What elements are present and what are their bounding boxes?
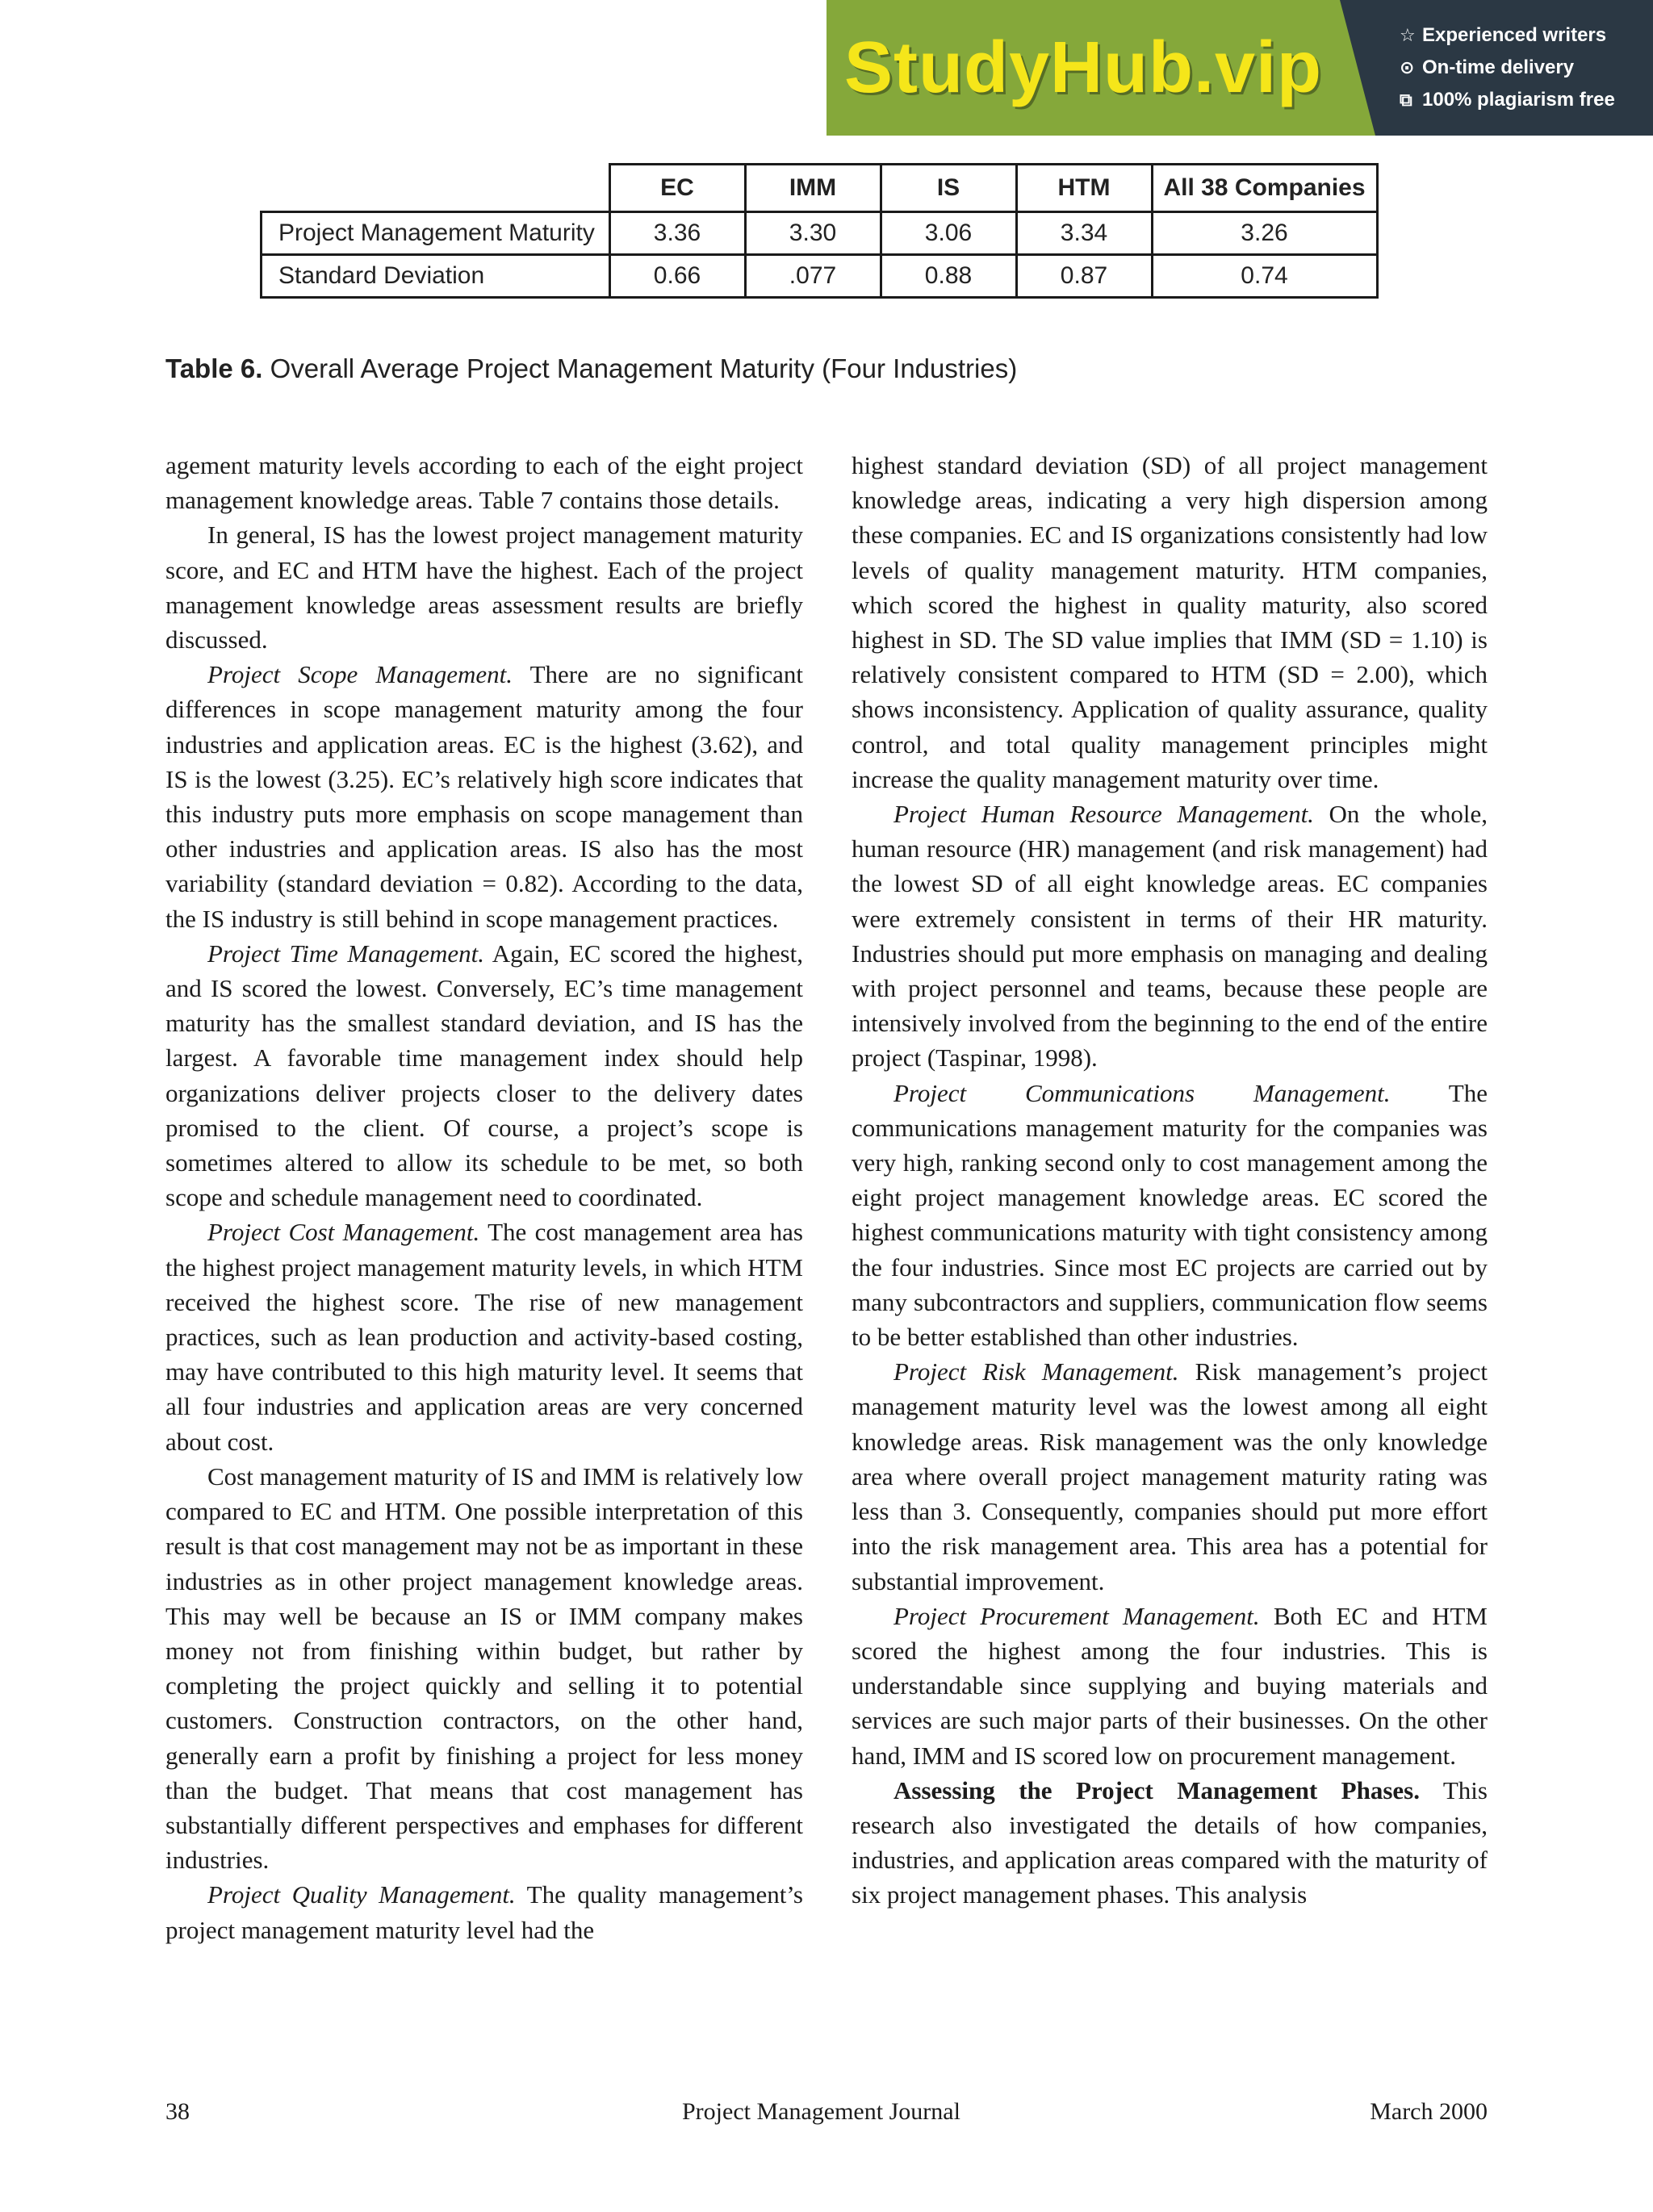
table-cell: 0.87 [1016, 255, 1152, 298]
brand-logo[interactable]: StudyHub.vip [844, 27, 1322, 108]
body-paragraph [165, 657, 803, 936]
paragraph-text: On the whole, human resource (HR) management (and risk management) had the lowest SD of all eight knowledge areas. EC companies were extremely consistent in terms of their HR maturity. Industries should put more emphasis on managing and dealing with project personnel and teams, because these people are intensively involved from the beginning to the end of the entire project (Taspinar, 1998). [852, 800, 1488, 1073]
feature-item [1400, 52, 1653, 84]
body-paragraph [852, 448, 1488, 797]
journal-name: Project Management Journal [682, 2098, 960, 2125]
body-paragraph [165, 1877, 803, 1946]
section-lead-heading: Project Quality Management. [207, 1880, 516, 1909]
body-paragraph [852, 1076, 1488, 1355]
paragraph-text: highest standard deviation (SD) of all project management knowledge areas, indicating a very high dispersion among these companies. EC and IS organizations consistently had low levels of quality management maturity. HTM companies, which scored the highest in quality maturity, also scored highest in SD. The SD value implies that IMM (SD = 1.10) is relatively consistent compared to HTM (SD = 2.00), which shows inconsistency. Application of quality assurance, quality control, and total quality management principles might increase the quality management maturity over time. [852, 451, 1488, 793]
column-header: HTM [1016, 165, 1152, 212]
row-label: Project Management Maturity [262, 212, 610, 255]
issue-date: March 2000 [1370, 2098, 1488, 2125]
page-number: 38 [165, 2098, 190, 2125]
body-paragraph [165, 1215, 803, 1458]
body-paragraph [852, 1599, 1488, 1773]
paragraph-text: Risk management’s project management maturity level was the lowest among all eight knowledge areas. Risk management was the only knowledge area where overall project management maturity rating was less than 3. Consequently, companies should put more effort into the risk management area. This area has a potential for substantial improvement. [852, 1357, 1488, 1595]
paragraph-text: There are no significant differences in scope management maturity among the four industries and application areas. EC is the highest (3.62), and IS is the lowest (3.25). EC’s relatively high score indicates that this industry puts more emphasis on scope management than other industries and application areas. IS also has the most variability (standard deviation = 0.82). According to the data, the IS industry is still behind in scope management practices. [165, 660, 803, 933]
section-lead-heading: Project Communications Management. [893, 1078, 1391, 1107]
maturity-table-container [260, 163, 1379, 299]
table-cell: 3.26 [1152, 212, 1377, 255]
column-header: All 38 Companies [1152, 165, 1377, 212]
section-lead-heading: Project Risk Management. [893, 1357, 1179, 1386]
body-paragraph [852, 1773, 1488, 1913]
maturity-table [260, 163, 1379, 299]
body-paragraph [165, 448, 803, 517]
paragraph-text: Again, EC scored the highest, and IS scored the lowest. Conversely, EC’s time management maturity has the smallest standard deviation, and IS has the largest. A favorable time management index should help organizations deliver projects closer to the delivery dates promised to the client. Of course, a project’s scope is sometimes altered to allow its schedule to be met, so both scope and schedule management need to coordinated. [165, 939, 803, 1212]
body-paragraph [165, 517, 803, 657]
paragraph-text: The communications management maturity for the companies was very high, ranking second only to cost management among the eight project management knowledge areas. EC scored the highest communications maturity with tight consistency among the four industries. Since most EC projects are carried out by many subcontractors and suppliers, communication flow seems to be better established than other industries. [852, 1078, 1488, 1352]
section-lead-heading: Project Procurement Management. [893, 1601, 1260, 1630]
column-header: EC [609, 165, 745, 212]
feature-label: On-time delivery [1422, 56, 1575, 78]
paragraph-text: Cost management maturity of IS and IMM is relatively low compared to EC and HTM. One possible interpretation of this result is that cost management may not be as important in these industries as in other project management knowledge areas. This may well be because an IS or IMM company makes money not from finishing within budget, but rather by completing the project quickly and selling it to potential customers. Construction contractors, on the other hand, generally earn a profit by finishing a project for less money than the budget. That means that cost management has substantially different perspectives and emphases for different industries. [165, 1461, 803, 1875]
feature-item [1400, 84, 1653, 116]
table-header-row [262, 165, 1378, 212]
body-paragraph [852, 797, 1488, 1076]
paragraph-text: agement maturity levels according to each of the eight project management knowledge areas. Table 7 contains those details. [165, 451, 803, 515]
body-paragraph [165, 1459, 803, 1877]
paragraph-text: The quality management’s project management maturity level had the [165, 1880, 803, 1944]
table-cell: 0.66 [609, 255, 745, 298]
banner-brand-panel[interactable] [826, 0, 1340, 136]
feature-label: Experienced writers [1422, 24, 1607, 46]
table-cell: .077 [745, 255, 881, 298]
table-cell: 0.74 [1152, 255, 1377, 298]
copy-icon: ⧉ [1400, 90, 1412, 110]
feature-item [1400, 19, 1653, 52]
table-cell: 0.88 [881, 255, 1016, 298]
banner-divider [1340, 0, 1411, 136]
table-row [262, 255, 1378, 298]
table-cell: 3.36 [609, 212, 745, 255]
table-cell: 3.06 [881, 212, 1016, 255]
row-label: Standard Deviation [262, 255, 610, 298]
caption-text: Overall Average Project Management Maturity (Four Industries) [262, 353, 1018, 383]
section-lead-heading: Project Human Resource Management. [893, 800, 1314, 829]
caption-label: Table 6. [165, 353, 263, 383]
clock-icon: ⊙ [1400, 57, 1415, 77]
section-lead-heading: Project Scope Management. [207, 660, 513, 689]
right-text-column [852, 448, 1488, 1913]
paragraph-text: Both EC and HTM scored the highest among the four industries. This is understandable since supplying and buying materials and services are such major parts of their businesses. On the other hand, IMM and IS scored low on procurement management. [852, 1601, 1488, 1770]
paragraph-text: The cost management area has the highest project management maturity levels, in which HTM received the highest score. The rise of new management practices, such as lean production and activity-based costing, may have contributed to this high maturity level. It seems that all four industries and application areas are very concerned about cost. [165, 1218, 803, 1456]
paragraph-text: In general, IS has the lowest project management maturity score, and EC and HTM have the highest. Each of the project management knowledge areas assessment results are briefly discussed. [165, 521, 803, 654]
column-header: IMM [745, 165, 881, 212]
table-corner-cell [262, 165, 610, 212]
table-cell: 3.34 [1016, 212, 1152, 255]
table-cell: 3.30 [745, 212, 881, 255]
feature-label: 100% plagiarism free [1422, 89, 1615, 111]
section-lead-heading: Project Cost Management. [207, 1218, 480, 1247]
table-row [262, 212, 1378, 255]
body-paragraph [165, 936, 803, 1215]
paragraph-text: This research also investigated the details of how companies, industries, and application areas compared with the maturity of six project management phases. This analysis [852, 1775, 1488, 1909]
table-caption [165, 353, 1017, 384]
star-icon: ☆ [1400, 25, 1416, 45]
section-lead-heading: Project Time Management. [207, 939, 484, 968]
ad-banner[interactable] [826, 0, 1653, 136]
body-paragraph [852, 1354, 1488, 1598]
left-text-column [165, 448, 803, 1947]
section-heading: Assessing the Project Management Phases. [893, 1775, 1420, 1804]
column-header: IS [881, 165, 1016, 212]
